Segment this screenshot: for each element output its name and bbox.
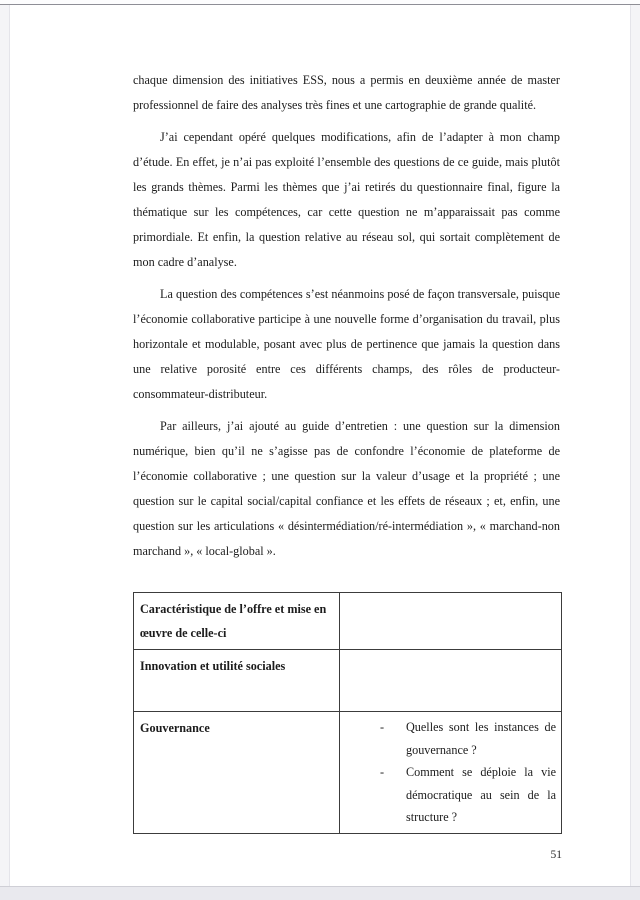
bullet-dash: - xyxy=(380,720,385,734)
row-label-offre: Caractéristique de l’offre et mise en œuvre de celle-ci xyxy=(134,593,340,650)
bullet-dash: - xyxy=(380,765,385,779)
question-text: Comment se déploie la vie démocratique au sein de la structure ? xyxy=(406,765,556,824)
paragraph-competences: La question des compétences s’est néanmoins posé de façon transversale, puisque l’économie collaborative participe à une nouvelle forme d’organisation du travail, plus horizontale et modulable, posant avec plus de pertinence que jamais la question dans une relative porosité entre ces différents champs, des rôles de producteur-consommateur-distributeur. xyxy=(133,287,560,401)
row-questions-offre-empty xyxy=(340,593,562,650)
question-item xyxy=(340,716,556,761)
question-item xyxy=(340,761,556,829)
viewer-bottom-band xyxy=(0,886,640,900)
question-text: Quelles sont les instances de gouvernance ? xyxy=(406,720,556,757)
row-label-gouvernance: Gouvernance xyxy=(134,712,340,834)
document-content xyxy=(10,5,630,862)
paragraph-ajouts-guide: Par ailleurs, j’ai ajouté au guide d’entretien : une question sur la dimension numérique, bien qu’il ne s’agisse pas de confondre l’économie de plateforme de l’économie collaborative ; une question sur la valeur d’usage et la propriété ; une question sur le capital social/capital confiance et les effets de réseaux ; et, enfin, une question sur les articulations « désintermédiation/ré-intermédiation », « marchand-non marchand », « local-global ». xyxy=(133,419,560,558)
table-row-offre xyxy=(134,593,562,650)
interview-guide-table xyxy=(133,592,562,834)
paragraph-continuation: chaque dimension des initiatives ESS, nous a permis en deuxième année de master professionnel de faire des analyses très fines et une cartographie de grande qualité. xyxy=(133,73,560,112)
row-questions-innovation-empty xyxy=(340,650,562,712)
document-page xyxy=(9,5,631,886)
table-row-gouvernance xyxy=(134,712,562,834)
row-label-innovation: Innovation et utilité sociales xyxy=(134,650,340,712)
page-number: 51 xyxy=(550,848,562,861)
row-questions-gouvernance xyxy=(340,712,562,834)
paragraph-modifications: J’ai cependant opéré quelques modifications, afin de l’adapter à mon champ d’étude. En effet, je n’ai pas exploité l’ensemble des questions de ce guide, mais plutôt les grands thèmes. Parmi les thèmes que j’ai retirés du questionnaire final, figure la thématique sur les compétences, car cette question ne m’apparaissait pas comme primordiale. Et enfin, la question relative au réseau sol, qui sortait complètement de mon cadre d’analyse. xyxy=(133,130,560,269)
table-row-innovation xyxy=(134,650,562,712)
